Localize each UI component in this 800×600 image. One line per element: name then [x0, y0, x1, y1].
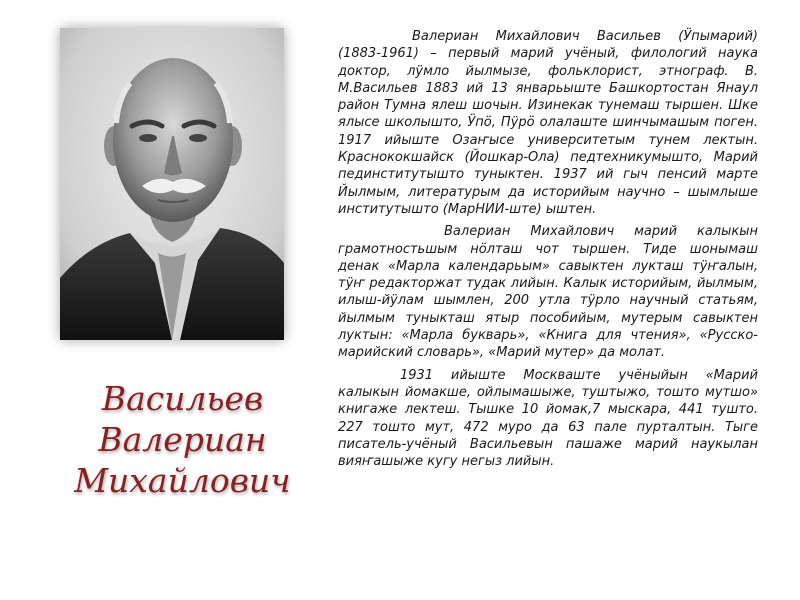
- surname: Васильев: [101, 379, 264, 418]
- first-name: Валериан: [98, 420, 267, 459]
- biography-text: [338, 28, 758, 475]
- person-name: [50, 378, 315, 501]
- biography-paragraph-1: Валериан Михайлович Васильев (Ӱпымарий) (1883-1961) – первый марий учёный, филологий наука доктор, лӱмло йылмызе, фольклорист, этнограф. В. М.Васильев 1883 ий 13 январьыште Башкортостан Янаул район Тумна ялеш шочын. Изинекак тунемаш тыршен. Шке ялысе школышто, Ӱпӧ, Пӱрӧ олалаште шинчымашым поген. 1917 ийыште Озаҥысе университетым тунем лектын. Краснококшайск (Йошкар-Ола) педтехникумышто, Марий пединститутышто туныктен. 1937 ий гыч пенсий марте Йылмым, литературым да историйым научно – шымлыше институтышто (МарНИИ-ште) ыштен.: [338, 29, 758, 217]
- biography-paragraph-3: 1931 ийыште Москваште учёныйын «Марий калыкын йомакше, ойлымашыже, туштыжо, тошто мутшо» книгаже лектеш. Тышке 10 йомак,7 мыскара, 441 тушто. 227 тошто мут, 472 муро да 63 пале пурталтын. Тыге писатель-учёный Васильевын пашаже марий наукылан вияҥашыже кугу негыз лийын.: [338, 367, 758, 470]
- portrait-photo-icon: [60, 28, 284, 340]
- biography-paragraph-2: Валериан Михайлович марий калыкын грамотностьшым нӧлташ чот тыршен. Тиде шонымаш денак «Марла календарьым» савыктен лукташ тӱҥалын, тӱҥ редакторжат тудак лийын. Калык историйым, йылмым, илыш-йӱлам шымлен, 200 утла тӱрло научный статьям, йылмым туныкташ ятыр пособийым, мутерым савыктен луктын: «Марла букварь», «Книга для чтения», «Русско-марийский словарь», «Марий мутер» да молат.: [338, 224, 758, 361]
- patronymic: Михайлович: [74, 461, 291, 500]
- portrait-photo: [60, 28, 284, 340]
